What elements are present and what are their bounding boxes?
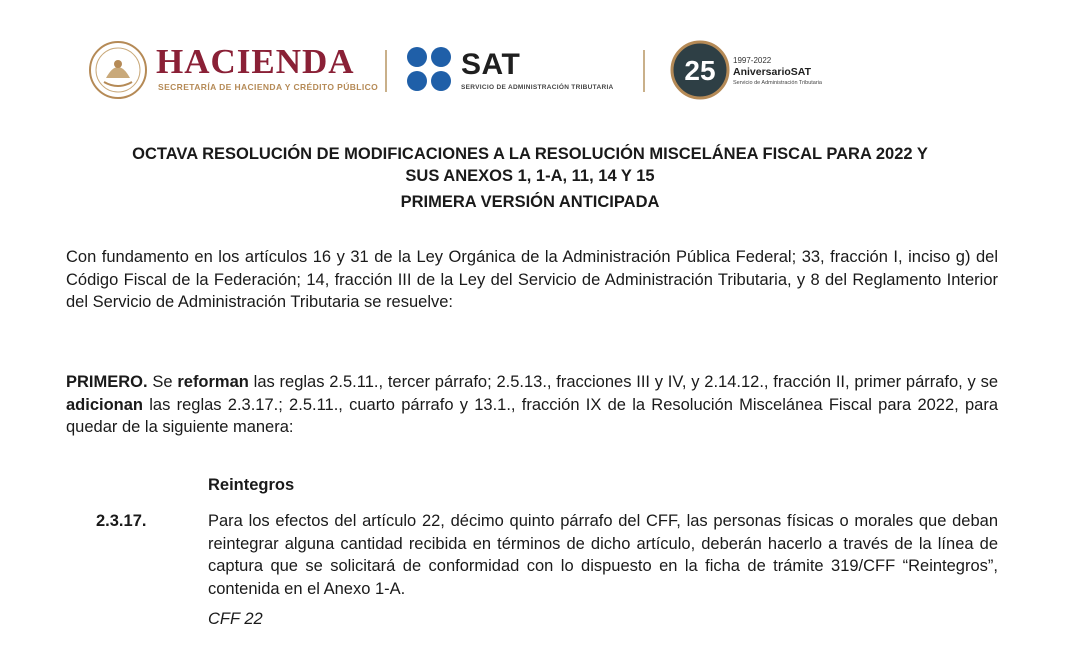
primero-text-3: las reglas 2.3.17.; 2.5.11., cuarto párrafo y 13.1., fracción IX de la Resolución Miscelánea Fiscal para 2022, para quedar de la siguiente manera: (66, 395, 998, 436)
coat-of-arms-seal-icon (88, 40, 148, 100)
adicionan-keyword: adicionan (66, 395, 144, 414)
document-title (60, 143, 1000, 187)
header-divider (385, 50, 387, 92)
document-header (88, 38, 848, 106)
reforman-keyword: reforman (177, 373, 249, 391)
document-title-line1: OCTAVA RESOLUCIÓN DE MODIFICACIONES A LA RESOLUCIÓN MISCELÁNEA FISCAL PARA 2022 Y (132, 145, 928, 163)
anniversary-number: 25 (684, 55, 716, 86)
hacienda-subtitle: SECRETARÍA DE HACIENDA Y CRÉDITO PÚBLICO (158, 82, 379, 92)
header-divider (643, 50, 645, 92)
sat-subtitle: SERVICIO DE ADMINISTRACIÓN TRIBUTARIA (461, 84, 614, 91)
rule-heading: Reintegros (208, 476, 295, 494)
anniversary-years: 1997-2022 (733, 56, 772, 65)
sat-logo-text: SAT (461, 48, 521, 81)
document-title-line2: SUS ANEXOS 1, 1-A, 11, 14 Y 15 (405, 167, 655, 185)
document-version: PRIMERA VERSIÓN ANTICIPADA (400, 193, 660, 211)
rule-legal-reference: CFF 22 (208, 610, 263, 628)
primero-text-2: las reglas 2.5.11., tercer párrafo; 2.5.13., fracciones III y IV, y 2.14.12., fracción II, primer párrafo, y se (248, 373, 998, 391)
anniversary-25-logo-icon (670, 40, 730, 100)
primero-label: PRIMERO. (66, 373, 148, 391)
hacienda-logo-text: HACIENDA (156, 42, 355, 81)
anniversary-name: AniversarioSAT (733, 66, 811, 78)
primero-paragraph (66, 371, 998, 439)
sat-logo-icon (406, 46, 452, 92)
rule-number: 2.3.17. (96, 512, 147, 530)
anniversary-subtitle: Servicio de Administración Tributaria (733, 80, 822, 86)
rule-body: Para los efectos del artículo 22, décimo quinto párrafo del CFF, las personas físicas o morales que deban reintegrar alguna cantidad recibida en términos de dicho artículo, deberán hacerlo a través de la línea de captura que se solicitará de conformidad con lo dispuesto en la ficha de trámite 319/CFF “Reintegros”, contenida en el Anexo 1-A. (208, 512, 998, 598)
preamble-paragraph: Con fundamento en los artículos 16 y 31 de la Ley Orgánica de la Administración Pública Federal; 33, fracción I, inciso g) del Código Fiscal de la Federación; 14, fracción III de la Ley del Servicio de Administración Tributaria, y 8 del Reglamento Interior del Servicio de Administración Tributaria se resuelve: (66, 248, 998, 311)
primero-text-1: Se (147, 373, 178, 391)
